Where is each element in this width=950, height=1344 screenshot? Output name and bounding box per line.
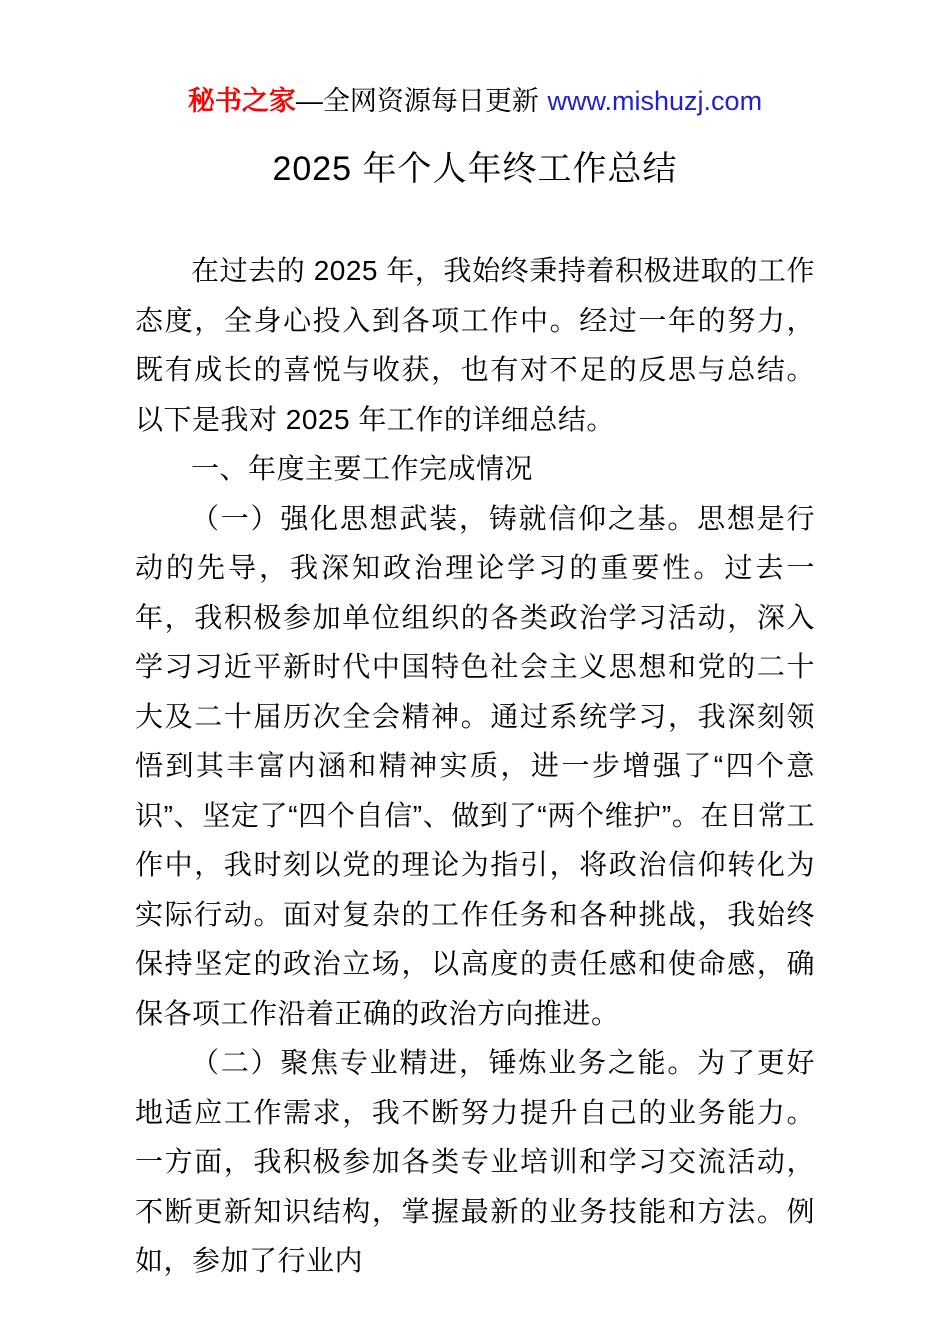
- promo-site-url: www.mishuzj.com: [547, 86, 763, 116]
- promo-tagline: —全网资源每日更新: [295, 86, 539, 116]
- paragraph-intro: 在过去的 2025 年，我始终秉持着积极进取的工作态度，全身心投入到各项工作中。经过一年的努力，既有成长的喜悦与收获，也有对不足的反思与总结。以下是我对 2025 年工作的详细总结。: [135, 255, 815, 435]
- paragraph-section-one: （一）强化思想武装，铸就信仰之基。思想是行动的先导，我深知政治理论学习的重要性。过去一年，我积极参加单位组织的各类政治学习活动，深入学习习近平新时代中国特色社会主义思想和党的二十大及二十届历次全会精神。通过系统学习，我深刻领悟到其丰富内涵和精神实质，进一步增强了“四个意识”、坚定了“四个自信”、做到了“两个维护”。在日常工作中，我时刻以党的理论为指引，将政治信仰转化为实际行动。面对复杂的工作任务和各种挑战，我始终保持坚定的政治立场，以高度的责任感和使命感，确保各项工作沿着正确的政治方向推进。: [135, 502, 815, 1029]
- paragraph-section-two: （二）聚焦专业精进，锤炼业务之能。为了更好地适应工作需求，我不断努力提升自己的业务能力。一方面，我积极参加各类专业培训和学习交流活动，不断更新知识结构，掌握最新的业务技能和方法。例如，参加了行业内: [135, 1047, 815, 1276]
- promo-brand: 秘书之家: [187, 86, 296, 116]
- document-body: [135, 246, 815, 1286]
- promo-header: [0, 0, 950, 118]
- section-heading-annual-work: 一、年度主要工作完成情况: [191, 453, 534, 484]
- document-title: 2025 年个人年终工作总结: [272, 150, 678, 188]
